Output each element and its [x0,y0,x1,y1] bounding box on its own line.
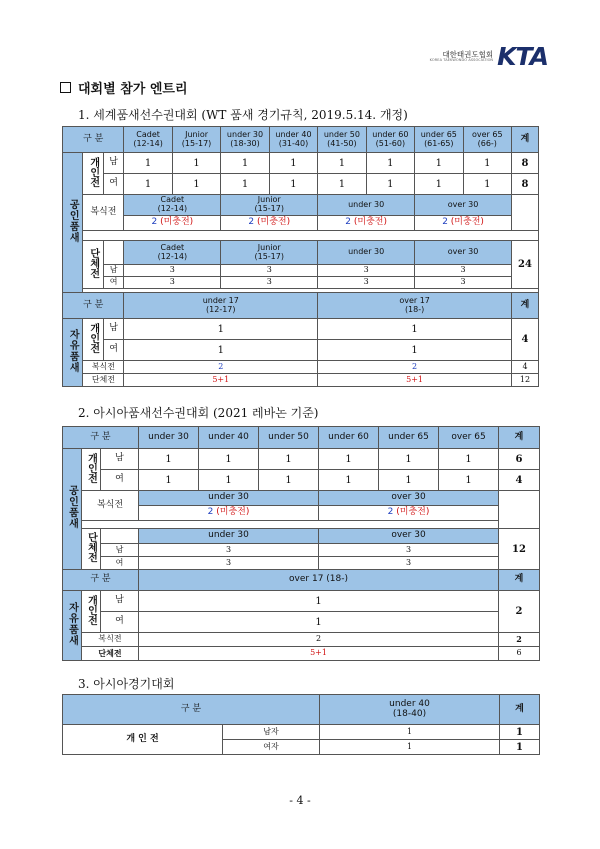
s2-free-team-total: 6 [499,647,540,661]
s2-free-team-row [63,647,540,661]
s2-male-label: 남 [101,449,139,470]
s2-male-row [63,449,540,470]
s2-female-val: 1 [319,470,379,491]
s2-female-val: 1 [139,470,199,491]
s1-team-female-val: 3 [221,277,318,289]
s1-team-female-row [63,277,539,289]
s2-male-val: 1 [139,449,199,470]
s3-individual-label: 개 인 전 [63,725,223,755]
s1-free-header-row [63,293,539,319]
s1-free-ind-total: 4 [512,319,539,361]
s1-team-male-val: 3 [318,265,415,277]
s2-team-label: 단체전 [85,532,97,563]
s1-team-group-2: under 30 [318,241,415,265]
s3-female-val: 1 [320,740,500,755]
s1-team-female-val: 3 [415,277,512,289]
s2-male-total: 6 [499,449,540,470]
s1-pair-group-row [63,195,539,216]
s1-male-val: 1 [366,153,414,174]
s1-male-label: 남 [103,153,123,174]
s2-male-val: 1 [199,449,259,470]
logo-english: KOREA TAEKWONDO ASSOCIATION [429,58,494,62]
s1-pair-group-2: under 30 [318,195,415,216]
s1-free-female-row [63,340,539,361]
s1-free-team-total: 12 [512,374,539,387]
s1-team-group-1: Junior (15-17) [221,241,318,265]
s2-team-group: under 30 [139,529,319,544]
s2-female-val: 1 [379,470,439,491]
s2-free-male-val: 1 [139,591,499,612]
s2-free-total-header: 계 [499,570,540,591]
s1-col-6: under 65 (61-65) [415,127,463,153]
s3-header-row [63,695,540,725]
s2-col: under 65 [379,427,439,449]
s1-free-male-val: 1 [124,319,318,340]
s1-free-pair-label: 복식전 [83,361,124,374]
s1-total-header: 계 [512,127,539,153]
s2-free-female-label: 여 [101,612,139,633]
s1-pair-group-1: Junior (15-17) [221,195,318,216]
s2-team-female-label: 여 [101,557,139,570]
s2-free-pair-row [63,633,540,647]
s1-col-4: under 50 (41-50) [318,127,366,153]
s3-female-total: 1 [500,740,540,755]
s3-female-label: 여자 [223,740,320,755]
s1-free-male-val: 1 [318,319,512,340]
s1-pair-group-3: over 30 [415,195,512,216]
s1-pair-value: 2 (미충전) [318,216,415,231]
s1-team-male-val: 3 [221,265,318,277]
s1-recognized-label: 공인품새 [67,198,79,243]
s2-lower-total: 12 [499,529,540,570]
s1-female-val: 1 [221,174,269,195]
s2-pair-value: 2 (미충전) [139,506,319,521]
s2-free-pair-total: 2 [499,633,540,647]
s2-male-val: 1 [439,449,499,470]
page-number: - 4 - [289,794,311,807]
s3-male-total: 1 [500,725,540,740]
s1-team-female-val: 3 [318,277,415,289]
s1-pair-group-0: Cadet (12-14) [124,195,221,216]
s1-male-val: 1 [415,153,463,174]
s2-individual-label: 개인전 [85,452,97,483]
checkbox-square-icon [60,82,71,93]
s1-header-row [63,127,539,153]
s1-free-male-row [63,319,539,340]
s1-lower-total: 24 [512,241,539,289]
s2-female-row [63,470,540,491]
section1-table [62,126,539,387]
s2-free-individual-label: 개인전 [85,594,97,625]
s2-header-row [63,427,540,449]
s2-free-gubun: 구 분 [63,570,139,591]
s1-female-val: 1 [318,174,366,195]
s2-col: under 50 [259,427,319,449]
s2-team-male-label: 남 [101,544,139,557]
s1-gubun: 구 분 [63,127,124,153]
s1-free-gubun: 구 분 [63,293,124,319]
s1-free-col-0: under 17 (12-17) [124,293,318,319]
s1-team-male-label: 남 [103,265,123,277]
s1-free-pair-val: 2 [124,361,318,374]
s2-team-group: over 30 [319,529,499,544]
s2-pair-group: over 30 [319,491,499,506]
s1-female-val: 1 [366,174,414,195]
s2-team-male-val: 3 [319,544,499,557]
s2-male-val: 1 [379,449,439,470]
s2-team-female-row [63,557,540,570]
s1-pair-value: 2 (미충전) [124,216,221,231]
section3-title: 3. 아시아경기대회 [78,677,175,691]
s1-free-pair-val: 2 [318,361,512,374]
logo-text [430,51,493,63]
page-heading [60,78,188,97]
s1-individual-label: 개인전 [87,156,99,187]
s2-total-header: 계 [499,427,540,449]
s3-total-header: 계 [500,695,540,725]
s2-team-female-val: 3 [139,557,319,570]
s2-free-male-row [63,591,540,612]
s1-col-5: under 60 (51-60) [366,127,414,153]
s1-free-team-val: 5+1 [318,374,512,387]
s1-free-female-label: 여 [103,340,123,361]
s3-male-label: 남자 [223,725,320,740]
s1-free-total-header: 계 [512,293,539,319]
s1-male-row [63,153,539,174]
s2-free-team-label: 단체전 [82,647,139,661]
s1-col-2: under 30 (18-30) [221,127,269,153]
s2-free-header-row [63,570,540,591]
s2-free-team-val: 5+1 [139,647,499,661]
s2-free-female-row [63,612,540,633]
s2-free-male-label: 남 [101,591,139,612]
s1-free-pair-row [63,361,539,374]
s2-pair-label: 복식전 [82,491,139,521]
s1-pair-value: 2 (미충전) [221,216,318,231]
s2-pair-value: 2 (미충전) [319,506,499,521]
s2-col: under 60 [319,427,379,449]
s1-free-female-val: 1 [318,340,512,361]
s3-male-row [63,725,540,740]
s2-female-val: 1 [259,470,319,491]
logo-mark: KTA [497,42,548,71]
s1-col-3: under 40 (31-40) [269,127,317,153]
s1-male-val: 1 [221,153,269,174]
s1-team-female-val: 3 [124,277,221,289]
s1-pair-label: 복식전 [83,195,124,231]
s1-team-male-row [63,265,539,277]
heading-text: 대회별 참가 엔트리 [78,82,188,97]
s1-female-row [63,174,539,195]
s2-team-group-row [63,529,540,544]
s1-free-female-val: 1 [124,340,318,361]
s3-male-val: 1 [320,725,500,740]
s2-free-female-val: 1 [139,612,499,633]
s2-col: over 65 [439,427,499,449]
s2-pair-group: under 30 [139,491,319,506]
s3-gubun: 구 분 [63,695,320,725]
s2-gubun: 구 분 [63,427,139,449]
s2-col: under 40 [199,427,259,449]
s2-female-val: 1 [439,470,499,491]
s1-female-val: 1 [172,174,220,195]
s1-male-val: 1 [318,153,366,174]
section2-title: 2. 아시아품새선수권대회 (2021 레바논 기준) [78,406,319,420]
s1-female-total: 8 [512,174,539,195]
s1-female-label: 여 [103,174,123,195]
s2-team-male-row [63,544,540,557]
s1-team-male-val: 3 [415,265,512,277]
s1-female-val: 1 [415,174,463,195]
s1-pair-value: 2 (미충전) [415,216,512,231]
s1-free-individual-label: 개인전 [87,322,99,353]
s2-team-female-val: 3 [319,557,499,570]
s2-female-label: 여 [101,470,139,491]
s1-male-val: 1 [463,153,511,174]
s1-free-label: 자유품새 [67,328,79,373]
s2-female-val: 1 [199,470,259,491]
section1-title: 1. 세계품새선수권대회 (WT 품새 경기규칙, 2019.5.14. 개정) [78,108,408,122]
s2-free-pair-val: 2 [139,633,499,647]
s2-team-male-val: 3 [139,544,319,557]
s1-team-group-row [63,241,539,265]
s2-recognized-label: 공인품새 [66,485,78,530]
s1-female-val: 1 [463,174,511,195]
s2-free-ind-total: 2 [499,591,540,633]
s1-female-val: 1 [269,174,317,195]
s2-free-label: 자유품새 [66,601,78,646]
s2-female-total: 4 [499,470,540,491]
s1-team-group-0: Cadet (12-14) [124,241,221,265]
logo-korean: 대한태권도협회 [442,49,494,59]
section2-table [62,426,540,661]
s1-male-val: 1 [269,153,317,174]
s1-free-team-val: 5+1 [124,374,318,387]
s1-team-group-3: over 30 [415,241,512,265]
s1-free-team-label: 단체전 [83,374,124,387]
kta-logo [430,42,548,71]
s1-female-val: 1 [124,174,172,195]
s1-free-pair-total: 4 [512,361,539,374]
s2-pair-group-row [63,491,540,506]
s1-col-0: Cadet (12-14) [124,127,172,153]
s1-male-total: 8 [512,153,539,174]
s2-col: under 30 [139,427,199,449]
s1-free-team-row [63,374,539,387]
s1-team-male-val: 3 [124,265,221,277]
s1-spacer-row [63,231,539,241]
s1-team-label: 단체전 [87,247,99,278]
s1-col-1: Junior (15-17) [172,127,220,153]
s1-team-female-label: 여 [103,277,123,289]
s2-free-col: over 17 (18-) [139,570,499,591]
s1-male-val: 1 [172,153,220,174]
s1-free-male-label: 남 [103,319,123,340]
s1-pair-value-row [63,216,539,231]
s2-free-pair-label: 복식전 [82,633,139,647]
s1-col-7: over 65 (66-) [463,127,511,153]
section3-table [62,694,540,755]
s2-male-val: 1 [319,449,379,470]
s2-male-val: 1 [259,449,319,470]
s1-free-col-1: over 17 (18-) [318,293,512,319]
s3-col: under 40 (18-40) [320,695,500,725]
s1-male-val: 1 [124,153,172,174]
